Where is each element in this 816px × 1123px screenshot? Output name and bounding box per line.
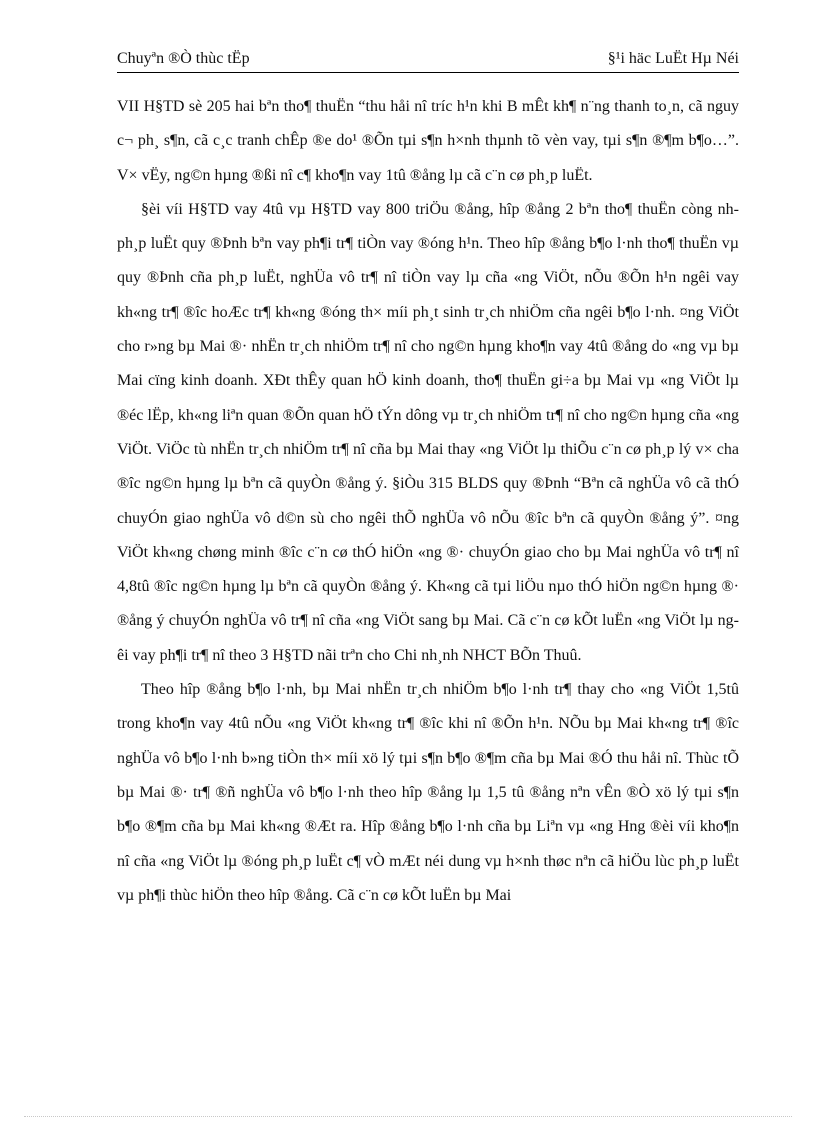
- paragraph-2: §èi víi H§TD vay 4tû vµ H§TD vay 800 triÖu ®ång, hîp ®ång 2 bªn tho¶ thuËn còng nh ph¸p luËt quy ®Þnh bªn vay ph¶i tr¶ tiÒn vay ®óng h¹n. Theo hîp ®ång b¶o l·nh tho¶ thuËn vµ quy ®Þnh cña ph¸p luËt, nghÜa vô tr¶ nî tiÒn vay lµ cña «ng ViÖt, nÕu ®Õn h¹n ngêi vay kh«ng tr¶ ®îc hoÆc tr¶ kh«ng ®óng th× míi ph¸t sinh tr¸ch nhiÖm cña ngêi b¶o l·nh. ¤ng ViÖt cho r»ng bµ Mai ®· nhËn tr¸ch nhiÖm tr¶ nî cho ng©n hµng kho¶n vay 4tû ®ång do «ng vµ bµ Mai cïng kinh doanh. XÐt thÊy quan hÖ kinh doanh, tho¶ thuËn gi÷a bµ Mai vµ «ng ViÖt lµ ®éc lËp, kh«ng liªn quan ®Õn quan hÖ tÝn dông vµ tr¸ch nhiÖm tr¶ nî cho ng©n hµng cña «ng ViÖt. ViÖc tù nhËn tr¸ch nhiÖm tr¶ nî cña bµ Mai thay «ng ViÖt lµ thiÕu c¨n cø ph¸p lý v× cha ®îc ng©n hµng lµ bªn cã quyÒn ®ång ý. §iÒu 315 BLDS quy ®Þnh “Bªn cã nghÜa vô cã thÓ chuyÓn giao nghÜa vô d©n sù cho ngêi thÕ nghÜa vô nÕu ®îc bªn cã quyÒn ®ång ý”. ¤ng ViÖt kh«ng chøng minh ®îc c¨n cø thÓ hiÖn «ng ®· chuyÓn giao cho bµ Mai nghÜa vô tr¶ nî 4,8tû ®îc ng©n hµng lµ bªn cã quyÒn ®ång ý. Kh«ng cã tµi liÖu nµo thÓ hiÖn ng©n hµng ®· ®ång ý chuyÓn nghÜa vô tr¶ nî cña «ng ViÖt sang bµ Mai. Cã c¨n cø kÕt luËn «ng ViÖt lµ ngêi vay ph¶i tr¶ nî theo 3 H§TD nãi trªn cho Chi nh¸nh NHCT BÕn Thuû.: [117, 200, 739, 664]
- header-document-title: Chuyªn ®Ò thùc tËp: [117, 50, 250, 67]
- document-body: [117, 90, 739, 913]
- paragraph-3: Theo hîp ®ång b¶o l·nh, bµ Mai nhËn tr¸ch nhiÖm b¶o l·nh tr¶ thay cho «ng ViÖt 1,5tû trong kho¶n vay 4tû nÕu «ng ViÖt kh«ng tr¶ ®îc khi nî ®Õn h¹n. NÕu bµ Mai kh«ng tr¶ ®îc nghÜa vô b¶o l·nh b»ng tiÒn th× míi xö lý tµi s¶n b¶o ®¶m cña bµ Mai ®Ó thu håi nî. Thùc tÕ bµ Mai ®· tr¶ ®ñ nghÜa vô b¶o l·nh theo hîp ®ång lµ 1,5 tû ®ång nªn vÊn ®Ò xö lý tµi s¶n b¶o ®¶m cña bµ Mai kh«ng ®Æt ra. Hîp ®ång b¶o l·nh cña bµ Liªn vµ «ng Hng ®èi víi kho¶n nî cña «ng ViÖt lµ ®óng ph¸p luËt c¶ vÒ mÆt néi dung vµ h×nh thøc nªn cã hiÖu lùc ph¸p luËt vµ ph¶i thùc hiÖn theo hîp ®ång. Cã c¨n cø kÕt luËn bµ Mai: [117, 681, 739, 904]
- page-header: [117, 48, 739, 73]
- page-bottom-divider: [24, 1116, 792, 1117]
- paragraph-1: VII H§TD sè 205 hai bªn tho¶ thuËn “thu håi nî tríc h¹n khi B mÊt kh¶ n¨ng thanh to¸n, cã nguy c¬ ph¸ s¶n, cã c¸c tranh chÊp ®e do¹ ®Õn tµi s¶n h×nh thµnh tõ vèn vay, tµi s¶n ®¶m b¶o…”. V× vËy, ng©n hµng ®ßi nî c¶ kho¶n vay 1tû ®ång lµ cã c¨n cø ph¸p luËt.: [117, 98, 739, 184]
- header-institution: §¹i häc LuËt Hµ Néi: [607, 50, 739, 67]
